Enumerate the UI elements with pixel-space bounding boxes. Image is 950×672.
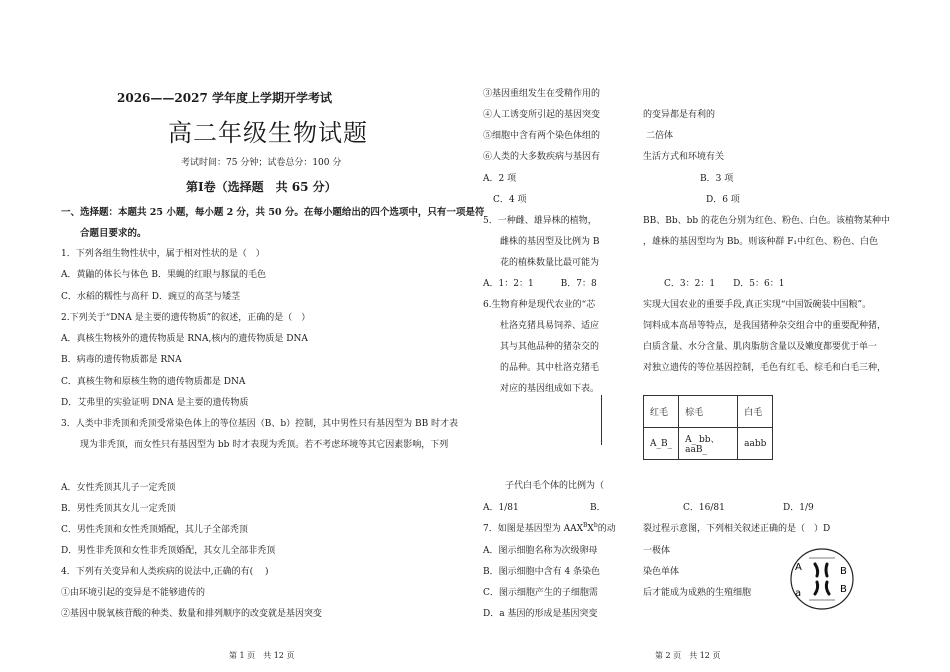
question-2-option-d: D．艾弗里的实验证明 DNA 是主要的遗传物质 (61, 398, 249, 408)
statement-5-right: 二倍体 (646, 131, 674, 141)
question-5-line-2-left: 雌株的基因型及比例为 B (500, 237, 600, 247)
q4-option-c: C．4 项 (493, 195, 527, 205)
question-7-left: 7．如图是基因型为 $AAX^BX^b$的动 (483, 522, 616, 534)
chromosome-lower-left (815, 582, 818, 594)
question-3-option-a: A．女性秃顶其儿子一定秃顶 (61, 483, 176, 493)
statement-4-left: ④人工诱变所引起的基因突变 (483, 110, 601, 120)
exam-info: 考试时间：75 分钟；试卷总分：100 分 (181, 158, 342, 168)
question-2-option-c: C．真核生物和原核生物的遗传物质都是 DNA (61, 377, 246, 387)
chromosome-upper-right (826, 564, 827, 576)
question-6-line-1-right: 实现大国农业的重要手段,真正实现“中国饭碗装中国粮”。 (643, 300, 872, 310)
question-5-options-right: C．3：2：1 D．5：6：1 (664, 279, 785, 289)
chromosome-lower-right (826, 582, 829, 594)
spindle-fibers (809, 558, 835, 600)
figure-label-upper-left: A (795, 562, 802, 573)
question-6-option-a: A．1/81 (483, 503, 519, 513)
table-header-row (643, 396, 773, 428)
section-title: 第Ⅰ卷（选择题 共 65 分） (186, 180, 337, 194)
question-6-option-b: B． (590, 503, 606, 513)
cell-division-figure (789, 546, 855, 612)
question-7-option-a-left: A．图示细胞名称为次级卵母 (483, 546, 598, 556)
table-value-brown: A_ bb、aaB_ (679, 428, 738, 460)
question-6-line-2-left: 杜洛克猪具易饲养、适应 (500, 321, 600, 331)
page-title: 高二年级生物试题 (168, 119, 368, 147)
question-4-statement-1: ①由环境引起的变异是不能够遗传的 (61, 588, 206, 598)
question-2-option-a: A．真核生物核外的遗传物质是 RNA,核内的遗传物质是 DNA (61, 334, 308, 344)
question-7-option-a-right: 一极体 (643, 546, 671, 556)
q4-option-d: D．6 项 (706, 195, 740, 205)
question-6-option-c: C．16/81 (683, 503, 725, 513)
question-1-options-cd: C．水稻的糯性与高秆 D．豌豆的高茎与矮茎 (61, 292, 240, 302)
table-header-brown: 棕毛 (679, 396, 738, 428)
question-7-option-c-left: C．图示细胞产生的子细胞需 (483, 588, 598, 598)
question-7-left-text: 7．如图是基因型为 AAX (483, 524, 583, 534)
chromosome-upper-left (815, 564, 818, 576)
genotype-table (643, 395, 773, 460)
figure-label-lower-right: B (840, 584, 847, 595)
question-3-option-c: C．男性秃顶和女性秃顶婚配，其儿子全部秃顶 (61, 525, 248, 535)
statement-5-left: ⑤细胞中含有两个染色体组的 (483, 131, 601, 141)
question-2-option-b: B．病毒的遗传物质都是 RNA (61, 355, 182, 365)
question-5-line-1-left: 5．一种雌、雄异株的植物， (483, 216, 597, 226)
table-header-white: 白毛 (738, 396, 773, 428)
question-4-statement-2: ②基因中脱氧核苷酸的种类、数量和排列顺序的改变就是基因突变 (61, 609, 323, 619)
figure-label-upper-right: B (840, 566, 847, 577)
question-3-option-b: B．男性秃顶其女儿一定秃顶 (61, 504, 176, 514)
table-header-red: 红毛 (644, 396, 679, 428)
question-5-line-1-right: BB、Bb、bb 的花色分别为红色、粉色、白色。该植物某种中 (643, 216, 890, 226)
question-5-line-2-right: ，雄株的基因型均为 Bb。则该种群 F₁中红色、粉色、白色 (643, 237, 878, 247)
question-5-options-left: A．1：2：1 B．7：8 (483, 279, 597, 289)
table-row (643, 428, 773, 460)
q4-option-a: A．2 项 (483, 174, 517, 184)
question-6-line-3-left: 其与其他品种的猪杂交的 (500, 342, 600, 352)
instructions-line-1: 一、选择题：本题共 25 小题，每小题 2 分，共 50 分。在每小题给出的四个选项中，只有一项是符 (61, 207, 485, 218)
exam-header: 2026——2027 学年度上学期开学考试 (117, 91, 332, 105)
question-7-option-c-right: 后才能成为成熟的生殖细胞 (643, 588, 752, 598)
question-6-line-1-left: 6.生物育种是现代农业的“芯 (483, 300, 596, 310)
statement-3-left: ③基因重组发生在受精作用的 (483, 89, 601, 99)
question-7-option-b-right: 染色单体 (643, 567, 680, 577)
question-6-option-d: D．1/9 (783, 503, 814, 513)
question-7-right: 裂过程示意图，下列相关叙述正确的是（ ）D (643, 524, 831, 534)
question-7-option-b-left: B．图示细胞中含有 4 条染色 (483, 567, 601, 577)
table-value-red: A_B_ (644, 428, 679, 460)
question-6-line-5-left: 对应的基因组成如下表。 (500, 384, 600, 394)
question-4: 4．下列有关变异和人类疾病的说法中,正确的有( ) (61, 567, 269, 577)
question-6-line-4-left: 的品种。其中杜洛克猪毛 (500, 363, 600, 373)
page-number: 第 2 页 共 12 页 (655, 651, 721, 660)
q4-option-b: B．3 项 (700, 174, 734, 184)
table-value-white: aabb (738, 428, 773, 460)
question-7-option-d-left: D．a 基因的形成是基因突变 (483, 609, 598, 619)
question-1-options-ab: A．黄鼬的体长与体色 B．果蝇的红眼与豚鼠的毛色 (61, 270, 266, 280)
statement-6-left: ⑥人类的大多数疾病与基因有 (483, 152, 601, 162)
question-3-option-d: D．男性非秃顶和女性非秃顶婚配，其女儿全部非秃顶 (61, 546, 276, 556)
question-5-line-3-left: 花的植株数量比最可能为 (500, 258, 600, 268)
statement-4-right: 的变异都是有利的 (643, 110, 716, 120)
question-1: 1．下列各组生物性状中，属于相对性状的是（ ） (61, 249, 265, 259)
table-left-fragment (601, 395, 602, 445)
statement-6-right: 生活方式和环境有关 (643, 152, 725, 162)
question-6-line-2-right: 饲料成本高昂等特点，是我国猪种杂交组合中的重要配种猪， (643, 321, 887, 331)
question-2: 2.下列关于“DNA 是主要的遗传物质”的叙述，正确的是（ ） (61, 313, 311, 323)
question-6-line-3-right: 白质含量、水分含量、肌肉脂肪含量以及嫩度都要优于单一 (643, 342, 878, 352)
page-number: 第 1 页 共 12 页 (229, 651, 295, 660)
question-3-line-1: 3．人类中非秃顶和秃顶受常染色体上的等位基因（B、b）控制，其中男性只有基因型为 BB 时才表 (61, 419, 459, 429)
question-6-tail: 子代白毛个体的比例为（ (505, 481, 605, 491)
question-6-line-4-right: 对独立遗传的等位基因控制，毛色有红毛、棕毛和白毛三种， (643, 363, 887, 373)
figure-label-lower-left: a (795, 588, 802, 599)
question-3-line-2: 现为非秃顶，而女性只有基因型为 bb 时才表现为秃顶。若不考虑环境等其它因素影响，下列 (80, 440, 449, 450)
instructions-line-2: 合题目要求的。 (80, 228, 147, 239)
